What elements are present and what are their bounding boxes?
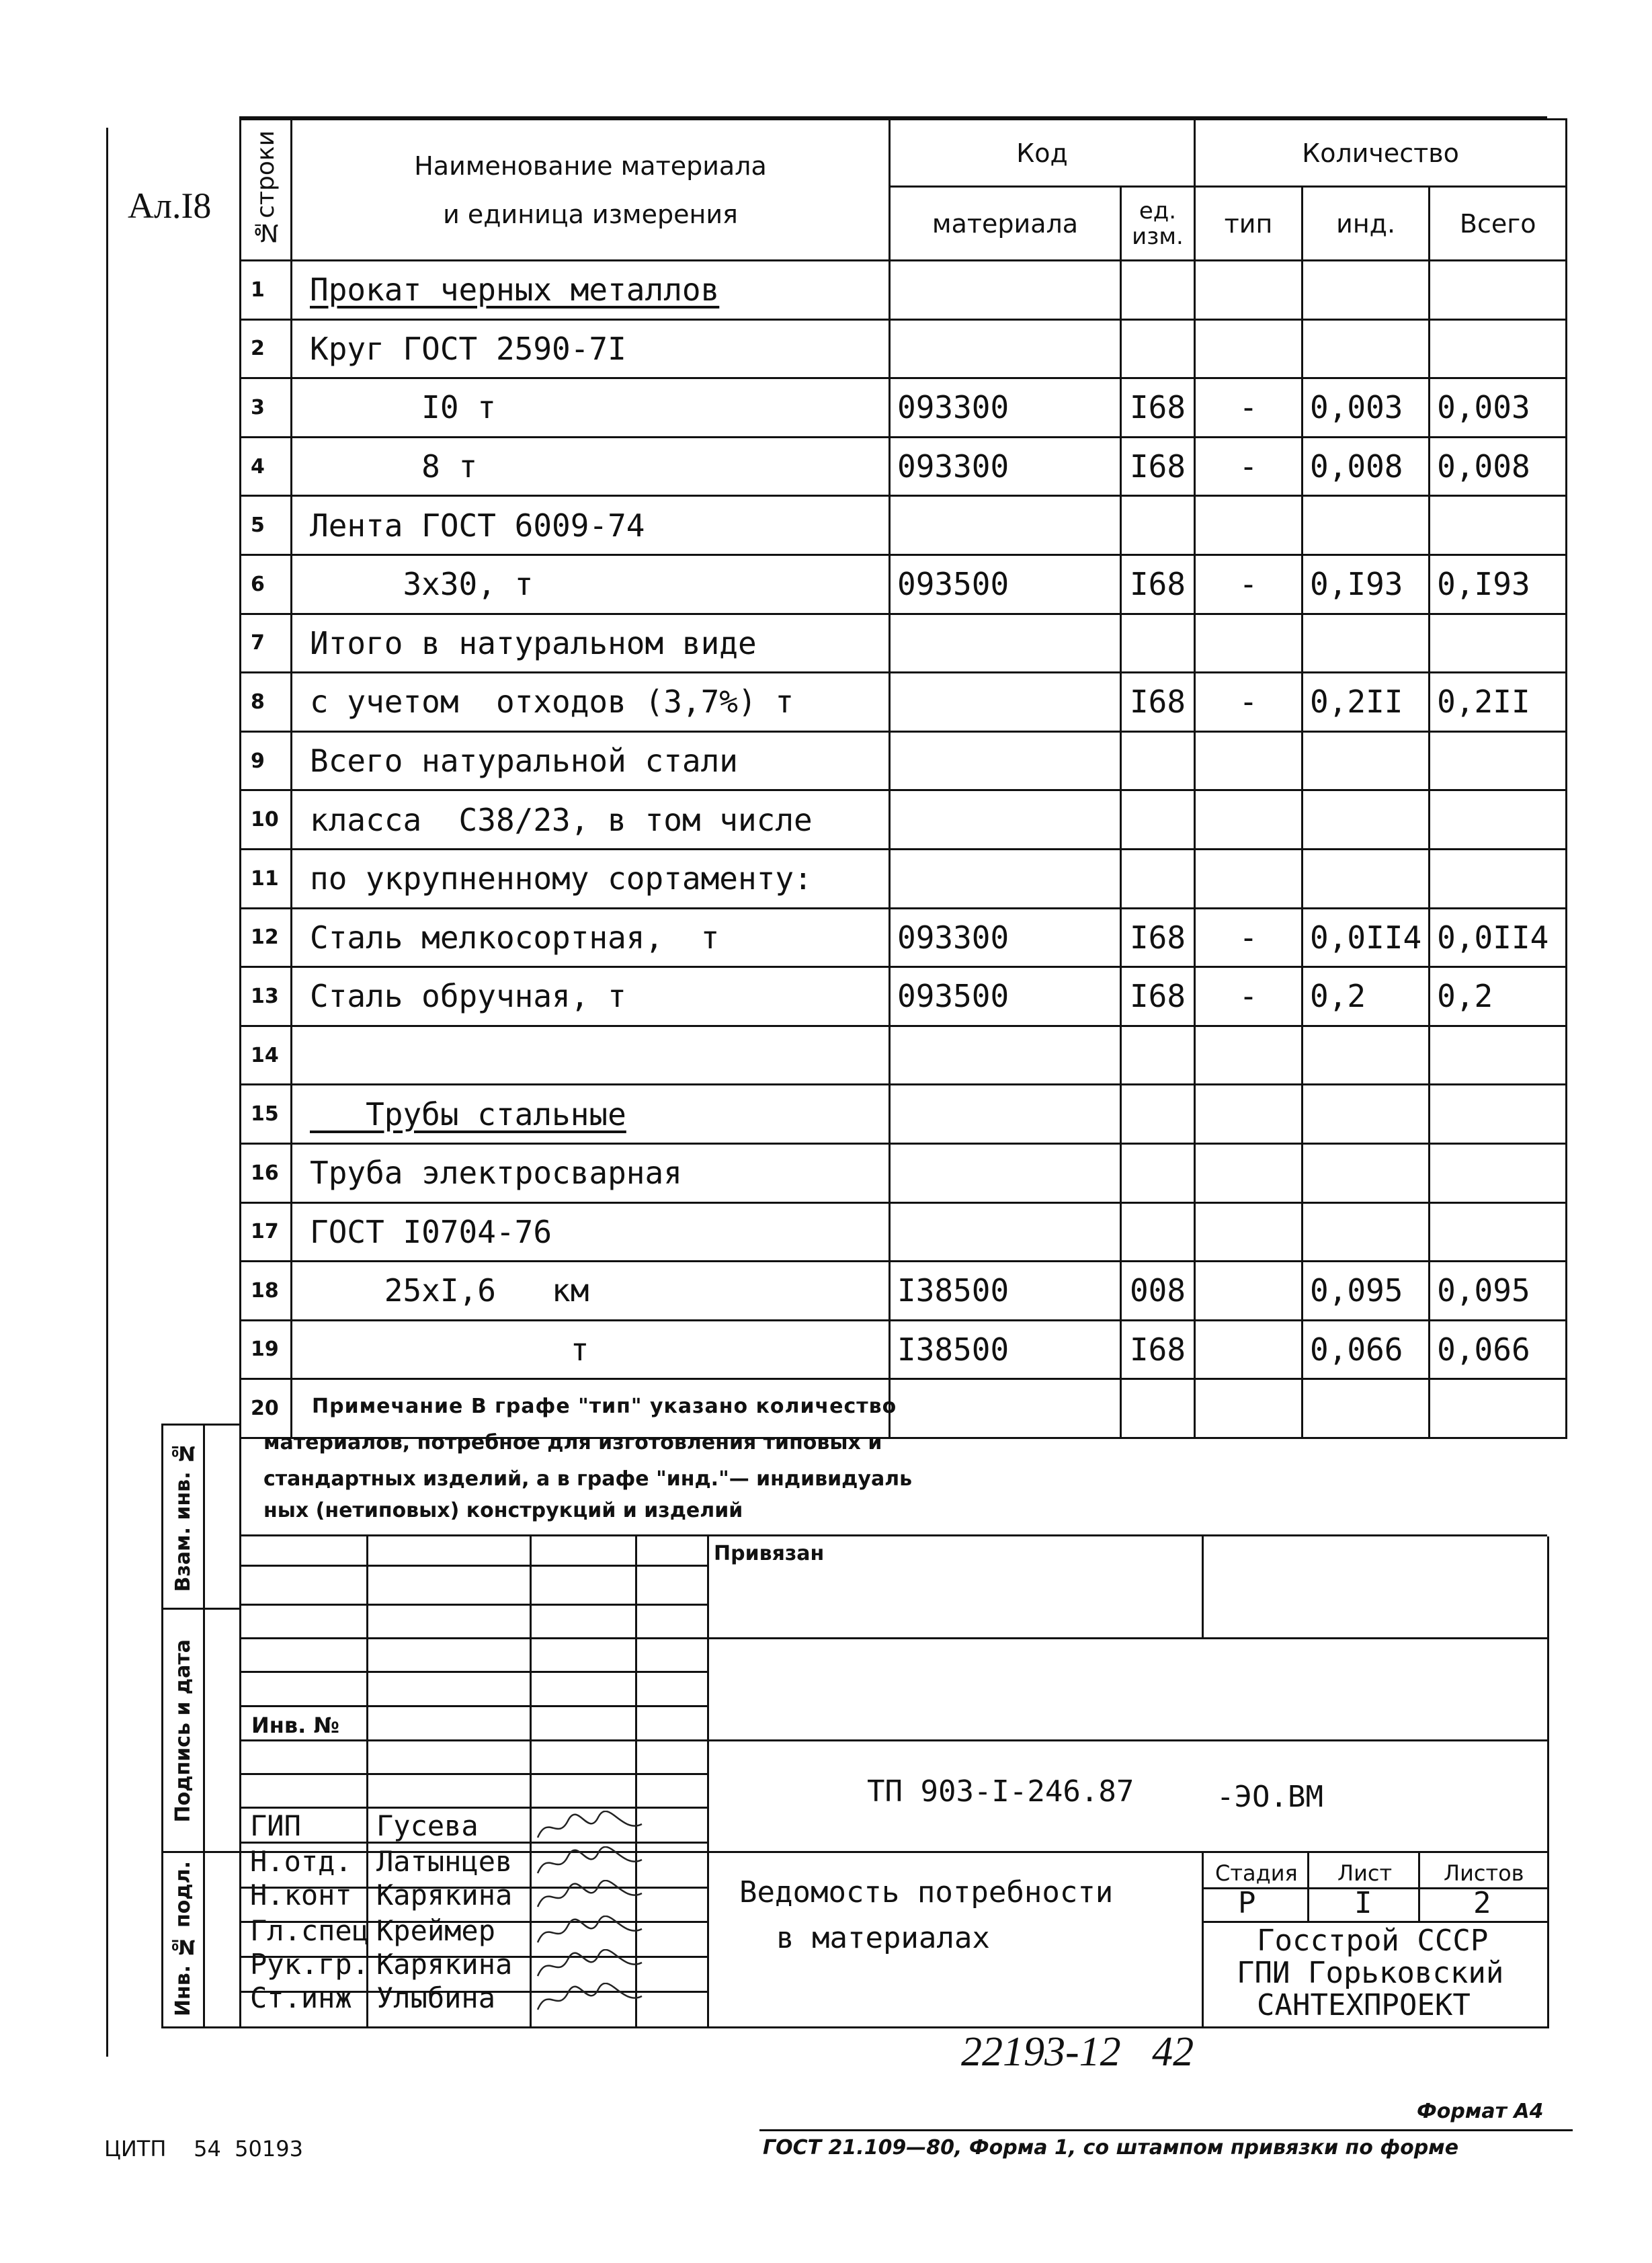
row-ind <box>1303 790 1430 850</box>
side-top <box>161 1424 239 1426</box>
row-unit <box>1121 790 1195 850</box>
table-row <box>241 1026 1567 1085</box>
row-name: Лента ГОСТ 6009-74 <box>292 496 890 555</box>
row-type <box>1195 790 1303 850</box>
stamp-h-3 <box>239 1637 1547 1639</box>
row-type <box>1195 496 1303 555</box>
row-unit <box>1121 1085 1195 1144</box>
row-name: 25хI,6 км <box>292 1262 890 1321</box>
row-name: по укрупненному сортаменту: <box>292 849 890 908</box>
side-col-left <box>161 1424 163 2028</box>
row-name: Прокат черных металлов <box>292 261 890 320</box>
row-material-code: 093300 <box>890 437 1121 496</box>
footer-left: ЦИТП 54 50193 <box>104 2136 303 2162</box>
row-unit <box>1121 614 1195 673</box>
stamp-h-2 <box>239 1604 707 1606</box>
footer-right: ГОСТ 21.109—80, Форма 1, со штампом привязки по форме <box>763 2136 1459 2159</box>
signature-name: Карякина <box>376 1879 513 1911</box>
row-total <box>1430 261 1567 320</box>
signature-scribble <box>534 1846 649 1880</box>
row-number: 1 <box>241 261 292 320</box>
signature-role: Н.отд. <box>250 1845 352 1878</box>
stamp-left-line <box>239 1424 241 2028</box>
signature-role: Ст.инж <box>250 1981 352 2014</box>
table-row <box>241 437 1567 496</box>
row-type <box>1195 261 1303 320</box>
row-total: 0,095 <box>1430 1262 1567 1321</box>
table-row <box>241 1202 1567 1262</box>
row-number-header: №строки <box>241 120 292 261</box>
table-row <box>241 1320 1567 1379</box>
signature-scribble <box>534 1949 649 1983</box>
signature-scribble <box>534 1880 649 1914</box>
row-ind <box>1303 1379 1430 1438</box>
row-ind <box>1303 614 1430 673</box>
qty-ind-header: инд. <box>1303 187 1430 261</box>
table-row <box>241 1143 1567 1202</box>
row-name: I0 т <box>292 378 890 438</box>
row-number: 19 <box>241 1320 292 1379</box>
row-unit <box>1121 1202 1195 1262</box>
org-line-3: САНТЕХПРОЕКТ <box>1257 1988 1471 2022</box>
row-material-code: 093300 <box>890 908 1121 967</box>
row-unit <box>1121 731 1195 790</box>
row-unit <box>1121 1379 1195 1438</box>
row-number: 9 <box>241 731 292 790</box>
row-name: Всего натуральной стали <box>292 731 890 790</box>
stamp-h-8 <box>239 1807 707 1809</box>
row-type <box>1195 1202 1303 1262</box>
row-total <box>1430 1379 1567 1438</box>
row-name: ГОСТ I0704-76 <box>292 1202 890 1262</box>
signature-name: Улыбина <box>376 1981 496 2014</box>
row-name: Сталь обручная, т <box>292 967 890 1026</box>
row-ind: 0,0II4 <box>1303 908 1430 967</box>
row-unit: I68 <box>1121 908 1195 967</box>
inv-no-label: Инв. № <box>251 1713 339 1738</box>
signature-name: Карякина <box>376 1948 513 1981</box>
row-material-code <box>890 1202 1121 1262</box>
row-material-code: 093500 <box>890 967 1121 1026</box>
row-type: - <box>1195 437 1303 496</box>
row-material-code <box>890 731 1121 790</box>
row-material-code <box>890 673 1121 732</box>
row-name: 3х30, т <box>292 554 890 614</box>
row-number: 3 <box>241 378 292 438</box>
doc-code: ТП 903-I-246.87 <box>867 1774 1134 1809</box>
row-type <box>1195 614 1303 673</box>
row-ind <box>1303 1202 1430 1262</box>
quantity-header: Количество <box>1195 120 1567 187</box>
row-name: Круг ГОСТ 2590-7I <box>292 319 890 378</box>
row-ind <box>1303 1143 1430 1202</box>
stamp-vline-right <box>1202 1536 1204 1637</box>
row-number: 14 <box>241 1026 292 1085</box>
row-number: 17 <box>241 1202 292 1262</box>
row-unit: I68 <box>1121 967 1195 1026</box>
note-line-4: ных (нетиповых) конструкций и изделий <box>263 1499 743 1522</box>
row-type: - <box>1195 554 1303 614</box>
row-number: 13 <box>241 967 292 1026</box>
row-type: - <box>1195 673 1303 732</box>
row-total <box>1430 1143 1567 1202</box>
row-total <box>1430 496 1567 555</box>
handwritten-number: 22193-12 42 <box>961 2029 1194 2075</box>
row-unit <box>1121 261 1195 320</box>
side-div-2 <box>161 1851 239 1853</box>
row-type <box>1195 731 1303 790</box>
stamp-vline-2 <box>530 1536 532 2028</box>
sheet-label-stamp: Лист <box>1337 1860 1393 1886</box>
table-row <box>241 849 1567 908</box>
stamp-vline-4 <box>707 1536 709 2028</box>
row-unit: 008 <box>1121 1262 1195 1321</box>
row-name: Труба электросварная <box>292 1143 890 1202</box>
sheet-label: Ал.I8 <box>128 186 212 226</box>
row-number: 16 <box>241 1143 292 1202</box>
side-div-1 <box>161 1608 239 1610</box>
stamp-h-1 <box>239 1565 707 1567</box>
row-material-code <box>890 1143 1121 1202</box>
row-total: 0,008 <box>1430 437 1567 496</box>
note-block <box>263 1389 912 1524</box>
row-material-code <box>890 1026 1121 1085</box>
table-row <box>241 319 1567 378</box>
code-material-header: материала <box>890 187 1121 261</box>
row-unit <box>1121 1143 1195 1202</box>
row-total: 0,I93 <box>1430 554 1567 614</box>
qty-total-header: Всего <box>1430 187 1567 261</box>
stamp-h-4 <box>239 1671 707 1673</box>
frame-left-line <box>106 128 108 2057</box>
doc-suffix: -ЭО.ВМ <box>1216 1780 1323 1814</box>
row-unit <box>1121 496 1195 555</box>
table-row <box>241 614 1567 673</box>
table-row <box>241 496 1567 555</box>
row-total <box>1430 319 1567 378</box>
row-total: 0,003 <box>1430 378 1567 438</box>
row-material-code: I38500 <box>890 1262 1121 1321</box>
row-ind: 0,066 <box>1303 1320 1430 1379</box>
format-label: Формат А4 <box>1417 2100 1544 2123</box>
row-total: 0,2 <box>1430 967 1567 1026</box>
row-ind <box>1303 1085 1430 1144</box>
table-row <box>241 378 1567 438</box>
note-line-2: материалов, потребное для изготовления типовых и <box>263 1431 882 1454</box>
row-material-code <box>890 1085 1121 1144</box>
side-label-podpis: Подпись и дата <box>171 1639 195 1823</box>
row-ind <box>1303 731 1430 790</box>
row-material-code: 093500 <box>890 554 1121 614</box>
row-name <box>292 1026 890 1085</box>
stamp-stage-left <box>1202 1851 1204 2028</box>
row-unit <box>1121 849 1195 908</box>
org-line-2: ГПИ Горьковский <box>1237 1956 1504 1990</box>
row-unit <box>1121 1026 1195 1085</box>
row-total <box>1430 849 1567 908</box>
row-total <box>1430 1202 1567 1262</box>
row-type <box>1195 849 1303 908</box>
row-type: - <box>1195 908 1303 967</box>
sheet-value: I <box>1354 1886 1372 1920</box>
table-row <box>241 673 1567 732</box>
note-line-3: стандартных изделий, а в графе "инд."— индивидуаль <box>263 1467 913 1491</box>
row-type <box>1195 1026 1303 1085</box>
stamp-h-7 <box>239 1773 707 1775</box>
row-ind <box>1303 496 1430 555</box>
name-header: Наименование материала и единица измерения <box>292 120 890 261</box>
stamp-stage-v2 <box>1418 1851 1420 1922</box>
row-unit <box>1121 319 1195 378</box>
row-ind: 0,I93 <box>1303 554 1430 614</box>
row-unit: I68 <box>1121 554 1195 614</box>
row-number: 4 <box>241 437 292 496</box>
row-number: 10 <box>241 790 292 850</box>
row-total: 0,2II <box>1430 673 1567 732</box>
row-ind: 0,095 <box>1303 1262 1430 1321</box>
row-material-code <box>890 1379 1121 1438</box>
side-col-right <box>203 1424 205 2028</box>
row-ind: 0,2 <box>1303 967 1430 1026</box>
row-ind <box>1303 319 1430 378</box>
stamp-right-border <box>1547 1536 1549 2028</box>
row-ind <box>1303 1026 1430 1085</box>
row-type <box>1195 1143 1303 1202</box>
org-line-1: Госстрой СССР <box>1257 1924 1489 1958</box>
stamp-h-6 <box>239 1739 1547 1741</box>
row-total: 0,066 <box>1430 1320 1567 1379</box>
row-material-code <box>890 614 1121 673</box>
row-unit: I68 <box>1121 378 1195 438</box>
row-material-code: I38500 <box>890 1320 1121 1379</box>
row-ind: 0,2II <box>1303 673 1430 732</box>
row-material-code: 093300 <box>890 378 1121 438</box>
signature-name: Латынцев <box>376 1845 513 1878</box>
row-unit: I68 <box>1121 437 1195 496</box>
table-body <box>241 261 1567 1438</box>
signature-role: Рук.гр. <box>250 1948 370 1981</box>
table-row <box>241 554 1567 614</box>
row-name: класса С38/23, в том числе <box>292 790 890 850</box>
row-type: - <box>1195 378 1303 438</box>
row-total: 0,0II4 <box>1430 908 1567 967</box>
table-row <box>241 967 1567 1026</box>
stage-value: Р <box>1238 1886 1256 1920</box>
table-row <box>241 908 1567 967</box>
code-unit-header: ед. изм. <box>1121 187 1195 261</box>
row-total <box>1430 731 1567 790</box>
stage-label: Стадия <box>1215 1860 1298 1886</box>
doc-title-line-1: Ведомость потребности <box>739 1875 1114 1909</box>
row-number: 8 <box>241 673 292 732</box>
footer-line <box>759 2129 1573 2131</box>
stamp-h-5 <box>239 1705 707 1707</box>
row-material-code <box>890 790 1121 850</box>
row-material-code <box>890 496 1121 555</box>
row-type <box>1195 1262 1303 1321</box>
row-name: Сталь мелкосортная, т <box>292 908 890 967</box>
doc-title-line-2: в материалах <box>776 1921 990 1955</box>
row-ind: 0,003 <box>1303 378 1430 438</box>
side-bottom <box>161 2026 239 2028</box>
row-ind: 0,008 <box>1303 437 1430 496</box>
row-type: - <box>1195 967 1303 1026</box>
signature-role: Н.конт <box>250 1879 352 1911</box>
row-ind <box>1303 261 1430 320</box>
row-material-code <box>890 319 1121 378</box>
sheets-value: 2 <box>1473 1886 1491 1920</box>
row-unit: I68 <box>1121 673 1195 732</box>
row-number: 11 <box>241 849 292 908</box>
note-bottom-line <box>239 1534 1547 1536</box>
row-number: 15 <box>241 1085 292 1144</box>
stamp-stage-v1 <box>1307 1851 1309 1922</box>
row-material-code <box>890 261 1121 320</box>
row-name: 8 т <box>292 437 890 496</box>
row-type <box>1195 1320 1303 1379</box>
row-number: 6 <box>241 554 292 614</box>
table-row <box>241 261 1567 320</box>
qty-type-header: тип <box>1195 187 1303 261</box>
sheets-label: Листов <box>1444 1860 1524 1886</box>
table-row <box>241 731 1567 790</box>
row-number: 12 <box>241 908 292 967</box>
materials-table <box>239 118 1567 1439</box>
table-row <box>241 1262 1567 1321</box>
row-number: 2 <box>241 319 292 378</box>
row-total <box>1430 790 1567 850</box>
row-name: Трубы стальные <box>292 1085 890 1144</box>
side-label-vzam: Взам. инв. № <box>171 1440 195 1592</box>
row-type <box>1195 1379 1303 1438</box>
row-number: 18 <box>241 1262 292 1321</box>
signature-name: Гусева <box>376 1809 479 1842</box>
row-name: т <box>292 1320 890 1379</box>
signature-scribble <box>534 1983 649 2016</box>
note-line-1: Примечание В графе "тип" указано количество <box>312 1395 897 1418</box>
signature-role: Гл.спец <box>250 1914 370 1947</box>
privyazan-label: Привязан <box>714 1542 825 1565</box>
row-type <box>1195 1085 1303 1144</box>
side-label-inv: Инв. № подл. <box>171 1861 195 2017</box>
signature-role: ГИП <box>250 1809 301 1842</box>
row-total <box>1430 614 1567 673</box>
row-type <box>1195 319 1303 378</box>
stamp-stage-h2 <box>1202 1921 1547 1923</box>
row-material-code <box>890 849 1121 908</box>
row-name: Итого в натуральном виде <box>292 614 890 673</box>
row-total <box>1430 1085 1567 1144</box>
row-unit: I68 <box>1121 1320 1195 1379</box>
signature-scribble <box>534 1811 649 1844</box>
row-name: с учетом отходов (3,7%) т <box>292 673 890 732</box>
row-total <box>1430 1026 1567 1085</box>
signature-name: Креймер <box>376 1914 496 1947</box>
stamp-bottom <box>239 2026 1547 2028</box>
table-row <box>241 1085 1567 1144</box>
table-row <box>241 790 1567 850</box>
row-number: 7 <box>241 614 292 673</box>
row-number: 20 <box>241 1379 292 1438</box>
row-number: 5 <box>241 496 292 555</box>
signature-scribble <box>534 1916 649 1949</box>
row-ind <box>1303 849 1430 908</box>
code-header: Код <box>890 120 1195 187</box>
